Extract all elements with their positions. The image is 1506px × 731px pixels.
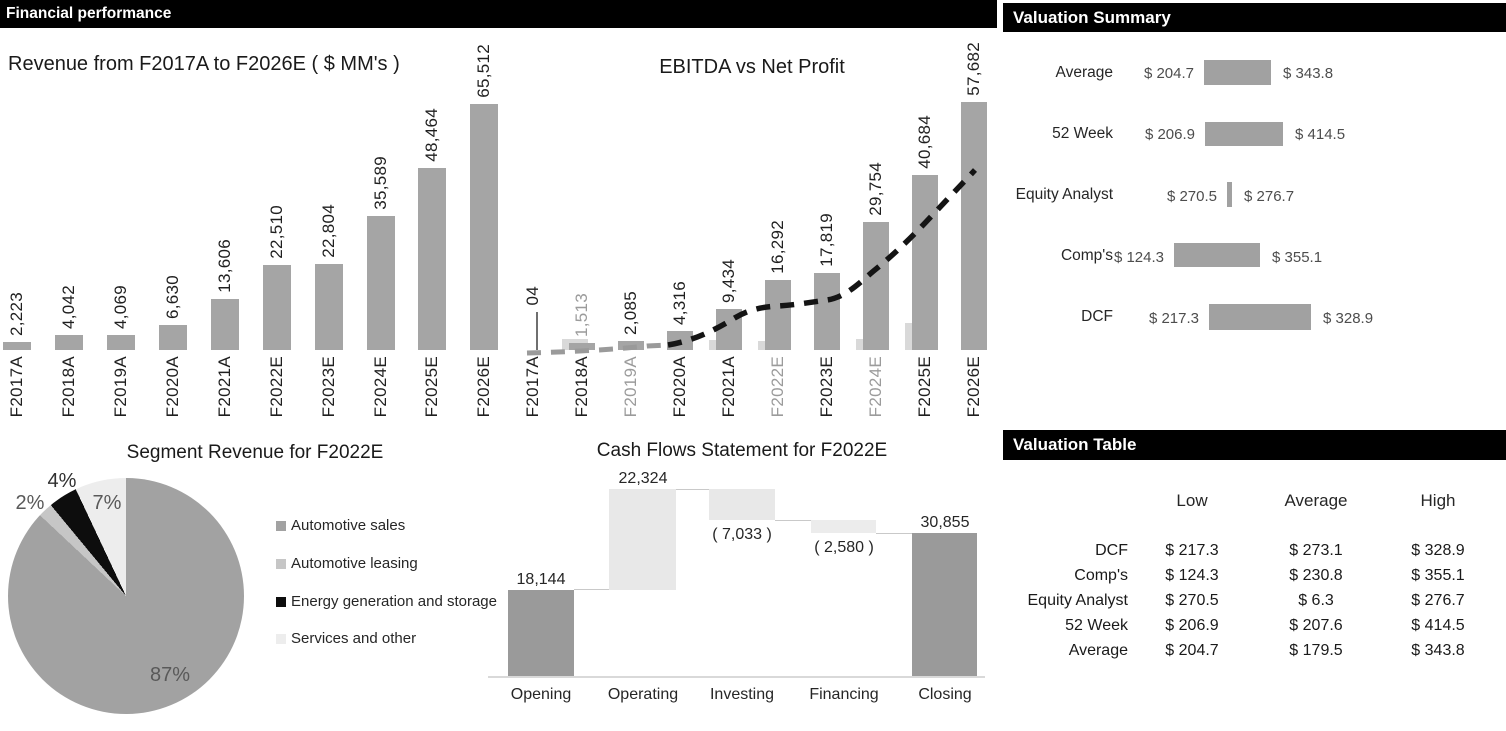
waterfall-category: Investing xyxy=(709,686,775,703)
legend-label: Services and other xyxy=(291,630,417,647)
revenue-axis-label: F2020A xyxy=(163,356,182,418)
pie-chart-title: Segment Revenue for F2022E xyxy=(126,442,384,463)
ebitda-value-label: 2,085 xyxy=(621,290,640,335)
waterfall-value-label: 18,144 xyxy=(516,571,566,588)
vt-cell: $ 270.5 xyxy=(1165,592,1219,609)
revenue-bar xyxy=(418,168,446,350)
revenue-value-label: 2,223 xyxy=(7,291,26,336)
revenue-chart-title: Revenue from F2017A to F2026E ( $ MM's ) xyxy=(8,53,400,75)
vt-row-label: 52 Week xyxy=(1065,617,1128,634)
vt-cell: $ 217.3 xyxy=(1165,542,1219,559)
pie-pct-label: 7% xyxy=(92,492,122,514)
vs-row-label: 52 Week xyxy=(1052,125,1113,142)
revenue-bar xyxy=(315,264,343,350)
vs-high-value: $ 276.7 xyxy=(1244,188,1295,205)
legend-marker xyxy=(276,559,286,569)
waterfall-value-label: 22,324 xyxy=(618,470,668,487)
waterfall-value-label: ( 7,033 ) xyxy=(712,526,772,543)
revenue-bar xyxy=(211,299,239,350)
financial-performance-title: Financial performance xyxy=(6,5,172,22)
legend-marker xyxy=(276,597,286,607)
vs-high-value: $ 355.1 xyxy=(1272,249,1323,266)
waterfall-bar-financing xyxy=(811,520,876,533)
pie-pct-label: 87% xyxy=(149,664,191,686)
vs-range-bar xyxy=(1205,122,1283,146)
legend-marker xyxy=(276,521,286,531)
revenue-axis-label: F2019A xyxy=(111,356,130,418)
financial-performance-header xyxy=(0,0,997,28)
revenue-value-label: 48,464 xyxy=(422,108,441,162)
vs-high-value: $ 414.5 xyxy=(1295,126,1346,143)
vt-cell: $ 179.5 xyxy=(1289,642,1343,659)
valuation-summary-header xyxy=(1003,3,1506,32)
vs-row-label: Average xyxy=(1055,64,1113,81)
ebitda-value-label: 29,754 xyxy=(866,162,885,216)
ebitda-value-label: 9,434 xyxy=(719,258,738,303)
waterfall-bar-opening xyxy=(508,590,574,676)
revenue-axis-label: F2021A xyxy=(215,356,234,418)
ebitda-axis-label: F2024E xyxy=(866,356,885,418)
vs-low-value: $ 206.9 xyxy=(1144,126,1195,143)
revenue-axis-label: F2025E xyxy=(422,356,441,418)
waterfall-title: Cash Flows Statement for F2022E xyxy=(596,440,888,461)
ebitda-value-label: 40,684 xyxy=(915,115,934,169)
waterfall-category: Opening xyxy=(510,686,572,703)
waterfall-value-label: ( 2,580 ) xyxy=(814,539,874,556)
vs-range-bar xyxy=(1227,182,1232,207)
vt-cell: $ 273.1 xyxy=(1289,542,1343,559)
vt-cell: $ 343.8 xyxy=(1411,642,1465,659)
ebitda-axis-label: F2023E xyxy=(817,356,836,418)
revenue-bar xyxy=(159,325,187,350)
waterfall-connector xyxy=(676,489,709,490)
ebitda-value-label: 57,682 xyxy=(964,42,983,96)
valuation-table-title: Valuation Table xyxy=(1013,435,1137,454)
revenue-value-label: 65,512 xyxy=(474,44,493,98)
vt-cell: $ 230.8 xyxy=(1289,567,1343,584)
revenue-bar xyxy=(55,335,83,350)
vs-low-value: $ 270.5 xyxy=(1166,188,1217,205)
ebitda-axis-label: F2025E xyxy=(915,356,934,418)
waterfall-bar-investing xyxy=(709,489,775,520)
revenue-bar xyxy=(367,216,395,350)
pie-pct-label: 2% xyxy=(15,492,45,514)
waterfall-category: Financing xyxy=(809,686,879,703)
ebitda-axis-label: F2026E xyxy=(964,356,983,418)
valuation-summary-title: Valuation Summary xyxy=(1013,7,1171,27)
vs-row-label: DCF xyxy=(1081,308,1113,325)
vt-row-label: Comp's xyxy=(1074,567,1128,584)
vs-low-value: $ 204.7 xyxy=(1143,65,1194,82)
revenue-value-label: 35,589 xyxy=(371,156,390,210)
vt-column-header: High xyxy=(1420,491,1456,510)
revenue-axis-label: F2023E xyxy=(319,356,338,418)
revenue-value-label: 22,804 xyxy=(319,204,338,258)
waterfall-bar-closing xyxy=(912,533,977,676)
ebitda-axis-label: F2022E xyxy=(768,356,787,418)
vt-row-label: Equity Analyst xyxy=(1027,592,1128,609)
revenue-axis-label: F2024E xyxy=(371,356,390,418)
valuation-table-header xyxy=(1003,430,1506,460)
revenue-value-label: 13,606 xyxy=(215,239,234,293)
ebitda-axis-label: F2019A xyxy=(621,356,640,418)
vt-cell: $ 6.3 xyxy=(1298,592,1334,609)
vt-row-label: Average xyxy=(1068,642,1128,659)
vs-range-bar xyxy=(1174,243,1260,267)
waterfall-connector xyxy=(775,520,811,521)
vs-range-bar xyxy=(1209,304,1311,330)
revenue-axis-label: F2022E xyxy=(267,356,286,418)
waterfall-category: Operating xyxy=(607,686,679,703)
ebitda-value-label: 04 xyxy=(523,286,542,306)
vt-cell: $ 204.7 xyxy=(1165,642,1219,659)
ebitda-value-label: 1,513 xyxy=(572,292,591,337)
ebitda-value-label: 4,316 xyxy=(670,280,689,325)
waterfall-category: Closing xyxy=(918,686,972,703)
legend-label: Automotive sales xyxy=(291,517,406,534)
legend-label: Automotive leasing xyxy=(291,555,418,572)
vt-cell: $ 207.6 xyxy=(1289,617,1343,634)
ebitda-chart-title: EBITDA vs Net Profit xyxy=(659,56,845,78)
vt-cell: $ 206.9 xyxy=(1165,617,1219,634)
revenue-axis-label: F2026E xyxy=(474,356,493,418)
vs-row-label: Comp's xyxy=(1060,247,1113,264)
vt-column-header: Average xyxy=(1284,491,1348,510)
vt-row-label: DCF xyxy=(1095,542,1128,559)
waterfall-connector xyxy=(876,533,912,534)
revenue-axis-label: F2018A xyxy=(59,356,78,418)
legend-marker xyxy=(276,634,286,644)
revenue-value-label: 4,042 xyxy=(59,284,78,329)
ebitda-value-label: 16,292 xyxy=(768,220,787,274)
revenue-axis-label: F2017A xyxy=(7,356,26,418)
vs-row-label: Equity Analyst xyxy=(1015,186,1113,203)
waterfall-value-label: 30,855 xyxy=(920,514,970,531)
revenue-value-label: 6,630 xyxy=(163,274,182,319)
vt-cell: $ 124.3 xyxy=(1165,567,1219,584)
vs-range-bar xyxy=(1204,60,1271,85)
revenue-bar xyxy=(3,342,31,350)
vt-column-header: Low xyxy=(1176,491,1208,510)
vt-cell: $ 414.5 xyxy=(1411,617,1465,634)
vs-high-value: $ 343.8 xyxy=(1283,65,1334,82)
pie-pct-label: 4% xyxy=(47,470,77,492)
revenue-value-label: 4,069 xyxy=(111,284,130,329)
ebitda-axis-label: F2020A xyxy=(670,356,689,418)
vs-low-value: $ 217.3 xyxy=(1148,310,1199,327)
revenue-value-label: 22,510 xyxy=(267,205,286,259)
waterfall-connector xyxy=(574,589,609,590)
vt-cell: $ 355.1 xyxy=(1411,567,1465,584)
revenue-bar xyxy=(107,335,135,350)
waterfall-bar-operating xyxy=(609,489,676,590)
ebitda-axis-label: F2018A xyxy=(572,356,591,418)
vt-cell: $ 328.9 xyxy=(1411,542,1465,559)
vs-high-value: $ 328.9 xyxy=(1323,310,1374,327)
ebitda-axis-label: F2021A xyxy=(719,356,738,418)
revenue-bar xyxy=(263,265,291,350)
ebitda-axis-label: F2017A xyxy=(523,356,542,418)
legend-label: Energy generation and storage xyxy=(291,593,497,610)
vt-cell: $ 276.7 xyxy=(1411,592,1465,609)
ebitda-value-label: 17,819 xyxy=(817,213,836,267)
vs-low-value: $ 124.3 xyxy=(1113,249,1164,266)
waterfall-axis xyxy=(488,676,985,678)
revenue-bar xyxy=(470,104,498,350)
